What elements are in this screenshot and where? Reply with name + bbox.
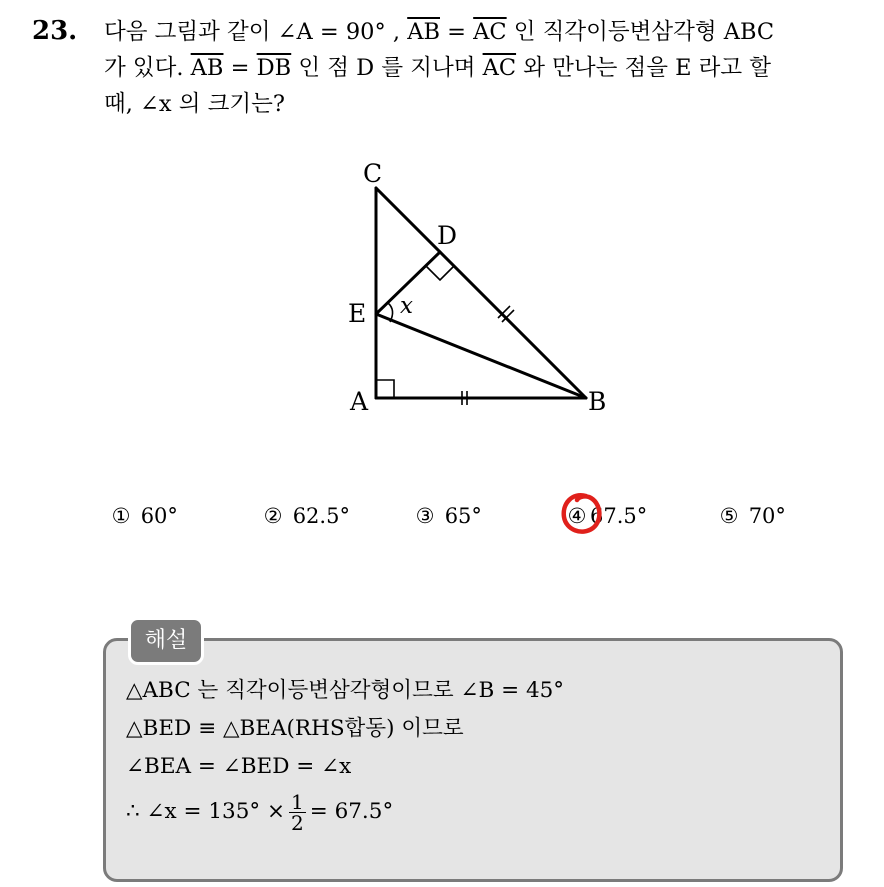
fraction-numerator: 1 [290, 789, 304, 814]
question-line-3: 때, ∠x 의 크기는? [104, 91, 285, 117]
label-a: A [350, 387, 369, 416]
choice-value: 60° [140, 504, 178, 528]
choice-4[interactable] [564, 504, 647, 528]
segment-ac-2: $\overline{AC}$ [482, 55, 517, 81]
choice-number: ⑤ [719, 504, 739, 528]
solution-line-4 [126, 786, 564, 838]
right-angle-d [426, 266, 454, 280]
label-d: D [437, 221, 458, 250]
question-line-1-head: 다음 그림과 같이 ∠A = 90° , [104, 19, 408, 45]
solution-text [126, 672, 564, 838]
choice-1[interactable] [108, 504, 178, 528]
choice-value: 67.5° [590, 504, 648, 528]
choice-number: ④ [567, 504, 587, 528]
triangle-figure [340, 150, 640, 430]
segment-eb [376, 314, 586, 398]
segment-db: $\overline{DB}$ [256, 55, 292, 81]
choice-5[interactable] [716, 504, 786, 528]
choice-number: ① [111, 504, 131, 528]
label-x: x [400, 293, 413, 319]
fraction-one-half [289, 789, 306, 835]
solution-line-2: △BED ≡ △BEA(RHS합동) 이므로 [126, 716, 464, 741]
segment-ab-2: $\overline{AB}$ [190, 55, 224, 81]
choice-value: 65° [444, 504, 482, 528]
solution-line-4-post: = 67.5° [309, 799, 394, 824]
segment-ab: $\overline{AB}$ [407, 19, 440, 45]
solution-line-3: ∠BEA = ∠BED = ∠x [126, 754, 352, 779]
choice-3[interactable] [412, 504, 482, 528]
question-line-2 [104, 50, 874, 86]
question-line-2-head: 가 있다. [104, 55, 191, 81]
question-line-2-tail: 와 만나는 점을 E 라고 할 [516, 55, 772, 81]
choice-number: ③ [415, 504, 435, 528]
equals-sign-2: = [223, 55, 257, 81]
choice-value: 62.5° [292, 504, 350, 528]
solution-line-1: △ABC 는 직각이등변삼각형이므로 ∠B = 45° [126, 678, 565, 703]
question-line-2-mid: 인 점 D 를 지나며 [291, 55, 483, 81]
choice-2[interactable] [260, 504, 350, 528]
choice-number: ② [263, 504, 283, 528]
label-b: B [588, 387, 607, 416]
solution-line-4-pre: ∴ ∠x = 135° × [126, 799, 285, 824]
solution-tag: 해설 [128, 617, 204, 665]
question-line-1-tail: 인 직각이등변삼각형 ABC [506, 19, 775, 45]
question-text [104, 14, 874, 122]
fraction-denominator: 2 [290, 810, 304, 835]
question-number: 23. [32, 16, 78, 46]
equals-sign: = [440, 19, 474, 45]
choice-value: 70° [748, 504, 786, 528]
question-line-1 [104, 14, 874, 50]
triangle-diagram [340, 150, 640, 430]
answer-choices [108, 500, 848, 540]
label-c: C [363, 159, 383, 188]
right-angle-a [376, 380, 394, 398]
segment-ac: $\overline{AC}$ [473, 19, 507, 45]
label-e: E [348, 299, 367, 328]
